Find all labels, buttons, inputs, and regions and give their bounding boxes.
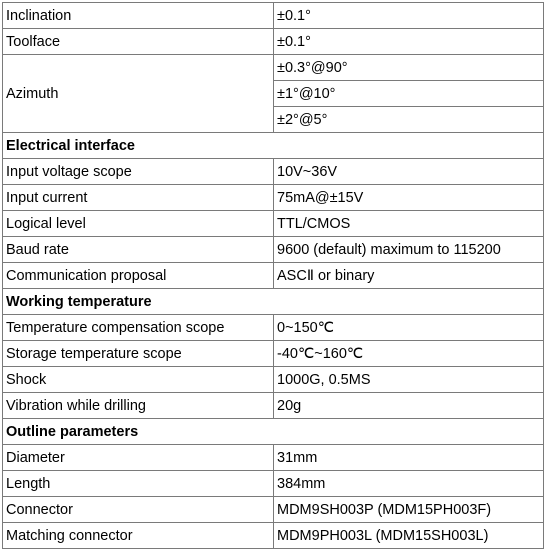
row-value: MDM9PH003L (MDM15SH003L) <box>274 523 544 549</box>
row-label: Baud rate <box>3 237 274 263</box>
table-row <box>3 55 544 81</box>
row-label: Matching connector <box>3 523 274 549</box>
row-label: Vibration while drilling <box>3 393 274 419</box>
table-row <box>3 185 544 211</box>
table-row <box>3 29 544 55</box>
azimuth-label: Azimuth <box>3 55 274 133</box>
row-label: Diameter <box>3 445 274 471</box>
row-value: ±0.1° <box>274 29 544 55</box>
row-value: TTL/CMOS <box>274 211 544 237</box>
section-title: Outline parameters <box>3 419 544 445</box>
azimuth-value: ±0.3°@90° <box>274 55 544 81</box>
row-label: Connector <box>3 497 274 523</box>
row-label: Communication proposal <box>3 263 274 289</box>
table-row <box>3 497 544 523</box>
row-label: Input voltage scope <box>3 159 274 185</box>
table-row <box>3 341 544 367</box>
row-label: Temperature compensation scope <box>3 315 274 341</box>
row-label: Toolface <box>3 29 274 55</box>
row-label: Input current <box>3 185 274 211</box>
azimuth-value: ±1°@10° <box>274 81 544 107</box>
table-row <box>3 367 544 393</box>
row-value: 0~150℃ <box>274 315 544 341</box>
table-row <box>3 445 544 471</box>
row-value: MDM9SH003P (MDM15PH003F) <box>274 497 544 523</box>
row-value: 1000G, 0.5MS <box>274 367 544 393</box>
table-row <box>3 471 544 497</box>
table-row <box>3 159 544 185</box>
table-row <box>3 263 544 289</box>
row-value: 31mm <box>274 445 544 471</box>
section-title: Working temperature <box>3 289 544 315</box>
row-value: ASCⅡ or binary <box>274 263 544 289</box>
section-header-row <box>3 289 544 315</box>
section-header-row <box>3 419 544 445</box>
azimuth-value: ±2°@5° <box>274 107 544 133</box>
section-header-row <box>3 133 544 159</box>
section-title: Electrical interface <box>3 133 544 159</box>
table-row <box>3 523 544 549</box>
row-label: Inclination <box>3 3 274 29</box>
row-value: 75mA@±15V <box>274 185 544 211</box>
table-row <box>3 315 544 341</box>
table-row <box>3 393 544 419</box>
row-value: 384mm <box>274 471 544 497</box>
row-value: 20g <box>274 393 544 419</box>
row-label: Logical level <box>3 211 274 237</box>
table-row <box>3 211 544 237</box>
table-row <box>3 3 544 29</box>
spec-table <box>2 2 544 549</box>
row-label: Length <box>3 471 274 497</box>
row-value: 9600 (default) maximum to 115200 <box>274 237 544 263</box>
row-value: ±0.1° <box>274 3 544 29</box>
table-row <box>3 237 544 263</box>
row-label: Shock <box>3 367 274 393</box>
row-label: Storage temperature scope <box>3 341 274 367</box>
spec-table-body <box>3 3 544 549</box>
row-value: 10V~36V <box>274 159 544 185</box>
row-value: -40℃~160℃ <box>274 341 544 367</box>
